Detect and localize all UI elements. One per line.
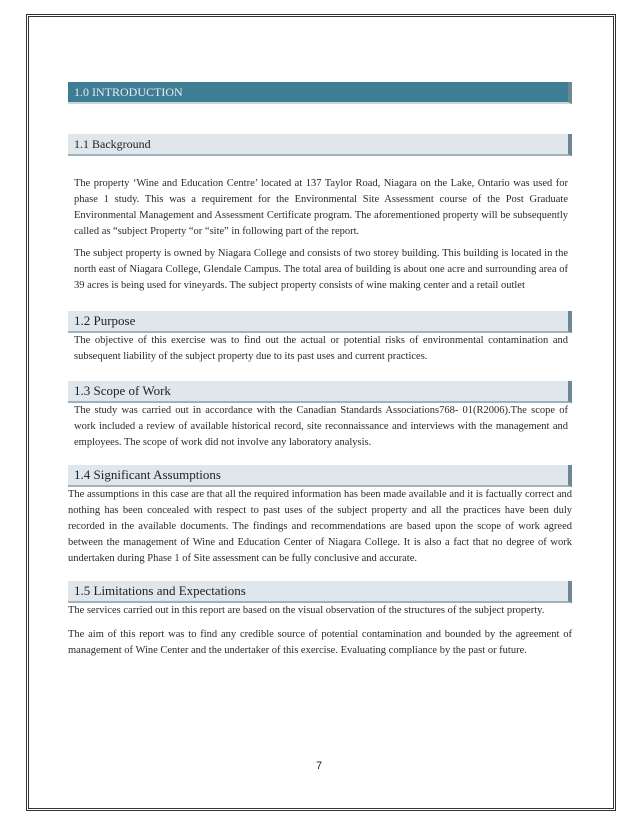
- limitations-paragraph-1: The services carried out in this report are based on the visual observation of the structures of the subject property.: [68, 605, 545, 616]
- assumptions-paragraph: The assumptions in this case are that all the required information has been made available and it is factually correct and nothing has been concealed with respect to past uses of the subject property and all the practices have been duly recorded in the available documents. The findings and recommendations are based upon the scope of work agreed between the management of Wine and Education Center of Niagara College. It is also a fact that no degree of work undertaken during Phase 1 of Site assessment can be fully conclusive and accurate.: [68, 489, 572, 564]
- section-heading-scope: 1.3 Scope of Work: [68, 381, 572, 403]
- scope-paragraph: The study was carried out in accordance with the Canadian Standards Associations768- 01(R2006).The scope of work included a review of available historical record, site reconnaissance and interviews with the management and employees. The scope of work did not involve any laboratory analysis.: [74, 405, 568, 448]
- document-body: [68, 82, 572, 659]
- purpose-paragraph: The objective of this exercise was to find out the actual or potential risks of environmental contamination and subsequent liability of the subject property due to its past uses and current practices.: [74, 335, 568, 362]
- background-paragraph-2: The subject property is owned by Niagara College and consists of two storey building. This building is located in the north east of Niagara College, Glendale Campus. The total area of building is about one acre and surrounding area of 39 acres is being used for vineyards. The subject property consists of wine making center and a retail outlet: [74, 248, 568, 291]
- section-heading-purpose: 1.2 Purpose: [68, 311, 572, 333]
- background-paragraph-1: The property ‘Wine and Education Centre’ located at 137 Taylor Road, Niagara on the Lake, Ontario was used for phase 1 study. This was a requirement for the Environmental Site Assessment course of the Post Graduate Environmental Management and Assessment Certificate program. The aforementioned property will be subsequently called as “subject Property “or “site” in following part of the report.: [74, 178, 568, 237]
- section-heading-background: 1.1 Background: [68, 134, 572, 156]
- section-heading-assumptions: 1.4 Significant Assumptions: [68, 465, 572, 487]
- page-number: 7: [315, 760, 323, 772]
- section-heading-introduction: 1.0 INTRODUCTION: [68, 82, 572, 104]
- section-heading-limitations: 1.5 Limitations and Expectations: [68, 581, 572, 603]
- limitations-paragraph-2: The aim of this report was to find any credible source of potential contamination and bounded by the agreement of management of Wine Center and the undertaker of this exercise. Evaluating compliance by the past or future.: [68, 629, 572, 656]
